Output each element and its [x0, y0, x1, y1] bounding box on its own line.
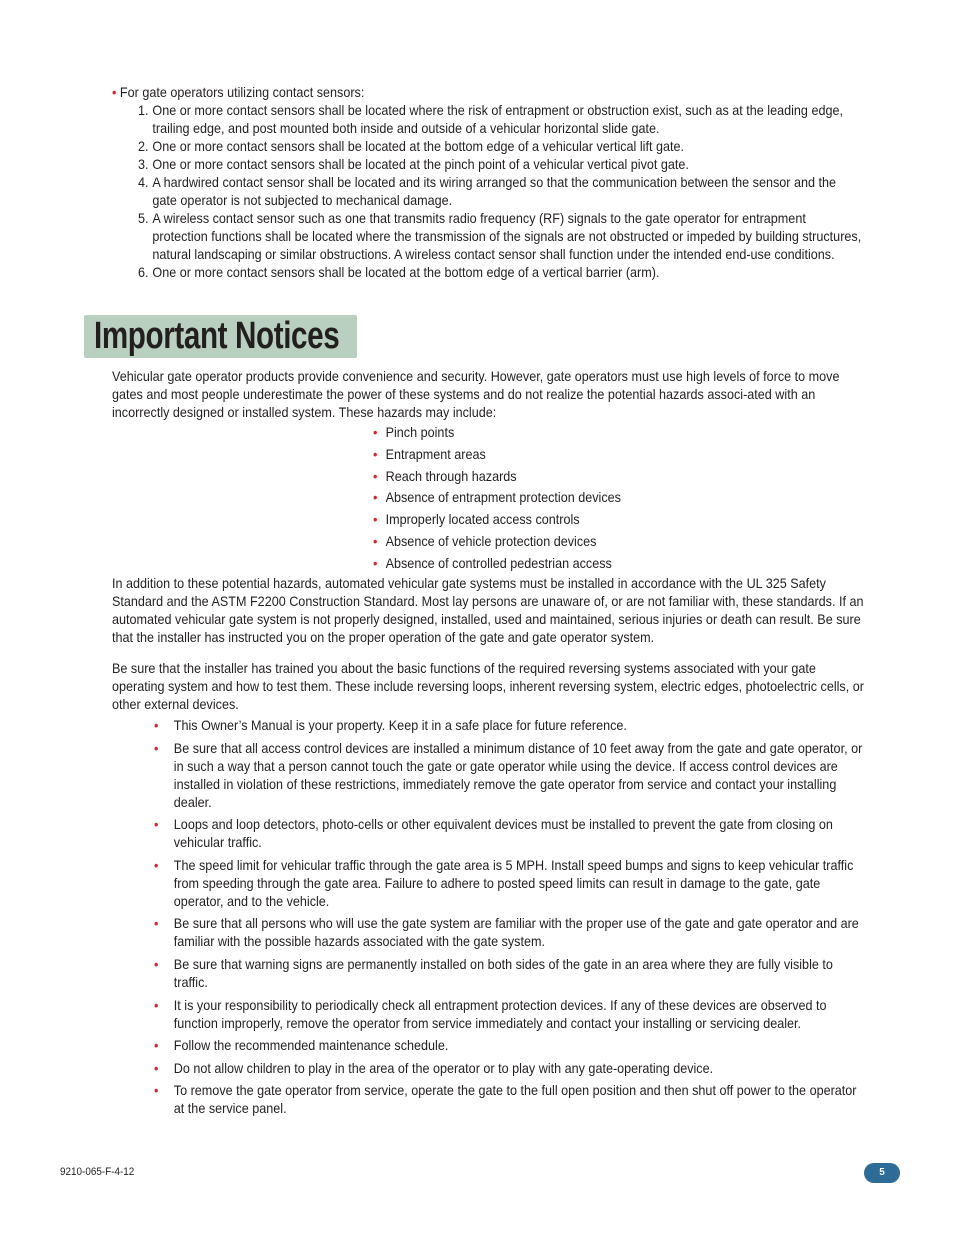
list-item-text: A hardwired contact sensor shall be located and its wiring arranged so that the communication between the sensor and the gate operator is not subjected to mechanical damage.	[152, 174, 837, 208]
list-item-text: Follow the recommended maintenance schedule.	[173, 1037, 449, 1054]
intro-bullet-dot: •	[112, 84, 117, 100]
list-item	[138, 173, 871, 209]
bullet-icon: •	[373, 467, 378, 484]
bullet-icon: •	[373, 554, 378, 571]
list-item-number: 3.	[138, 156, 149, 172]
list-item-text: One or more contact sensors shall be located at the bottom edge of a vehicular vertical lift gate.	[152, 138, 684, 154]
paragraph-training: Be sure that the installer has trained you about the basic functions of the required reversing systems associated with your gate operating system and how to test them. These include reversing loops, inherent reversing system, electric edges, photoelectric cells, or other external devices.	[112, 660, 864, 712]
page-number-badge: 5	[864, 1163, 900, 1183]
list-item	[154, 716, 870, 734]
bullet-icon: •	[154, 1059, 159, 1076]
list-item-text: Be sure that all access control devices are installed a minimum distance of 10 feet away from the gate and gate operator, or in such a way that a person cannot touch the gate or gate operator while using the device. If access control devices are installed in violation of these restrictions, immediately remove the gate operator from service and contact your installing dealer.	[173, 739, 863, 810]
list-item	[154, 1036, 870, 1054]
list-item	[154, 739, 870, 811]
list-item	[138, 209, 871, 263]
bullet-icon: •	[373, 532, 378, 549]
bullet-icon: •	[154, 717, 159, 733]
list-item	[138, 101, 871, 137]
paragraph-intro: Vehicular gate operator products provide convenience and security. However, gate operators must use high levels of force to move gates and most people underestimate the power of these systems and do not realize the potential hazards associ-ated with an incorrectly designed or installed system. These hazards may include:	[112, 368, 840, 420]
bullet-icon: •	[154, 739, 159, 756]
list-item-text: One or more contact sensors shall be located at the pinch point of a vehicular vertical pivot gate.	[152, 156, 689, 172]
list-item-number: 6.	[138, 264, 149, 280]
section-heading: Important Notices	[94, 315, 340, 357]
bullet-icon: •	[373, 511, 378, 528]
list-item	[373, 532, 823, 554]
list-item-text: Reach through hazards	[385, 467, 517, 484]
bullet-icon: •	[373, 445, 378, 462]
list-item-number: 5.	[138, 210, 149, 226]
list-item-text: The speed limit for vehicular traffic through the gate area is 5 MPH. Install speed bumps and signs to keep vehicular traffic from speeding through the gate area. Failure to adhere to posted speed limits can result in damage to the gate, gate operator, and to the vehicle.	[173, 856, 854, 909]
bullet-icon: •	[154, 856, 159, 873]
list-item	[138, 155, 871, 173]
paragraph-standards: In addition to these potential hazards, automated vehicular gate systems must be installed in accordance with the UL 325 Safety Standard and the ASTM F2200 Construction Standard. Most lay persons are unaware of, or are not familiar with, these standards. If an automated vehicular gate system is not properly designed, installed, used and maintained, serious injuries or death can result. Be sure that the installer has instructed you on the proper operation of the gate and gate operator system.	[112, 575, 864, 645]
hazard-list	[373, 423, 823, 576]
list-item-text: A wireless contact sensor such as one that transmits radio frequency (RF) signals to the gate operator for entrapment protection functions shall be located where the transmission of the signals are not obstructed or impeded by building structures, natural landscaping or similar obstructions. A wireless contact sensor shall function under the intended end-use conditions.	[152, 210, 862, 262]
bullet-icon: •	[154, 955, 159, 972]
intro-lead-text: For gate operators utilizing contact sensors:	[119, 84, 365, 100]
list-item	[154, 914, 870, 950]
list-item-text: One or more contact sensors shall be located at the bottom edge of a vertical barrier (arm).	[152, 264, 660, 280]
list-item	[154, 996, 870, 1032]
list-item	[154, 815, 870, 851]
list-item	[154, 856, 870, 910]
list-item-text: It is your responsibility to periodically check all entrapment protection devices. If any of these devices are observed to function improperly, remove the operator from service immediately and contact your installing or servicing dealer.	[173, 996, 827, 1031]
list-item-text: Entrapment areas	[385, 445, 486, 462]
list-item-text: To remove the gate operator from service, operate the gate to the full open position and then shut off power to the operator at the service panel.	[173, 1082, 857, 1117]
bullet-icon: •	[154, 816, 159, 833]
list-item-text: Absence of controlled pedestrian access	[385, 554, 612, 571]
document-code: 9210-065-F-4-12	[60, 1166, 135, 1178]
list-item-text: Absence of entrapment protection devices	[385, 489, 621, 506]
list-item	[154, 1059, 870, 1077]
list-item-number: 1.	[138, 102, 149, 118]
bullet-icon: •	[154, 1082, 159, 1099]
list-item-text: Do not allow children to play in the area of the operator or to play with any gate-operating device.	[173, 1059, 714, 1076]
list-item-number: 4.	[138, 174, 149, 190]
list-item	[373, 510, 823, 532]
list-item-text: Absence of vehicle protection devices	[385, 532, 597, 549]
list-item-number: 2.	[138, 138, 149, 154]
list-item-text: Loops and loop detectors, photo-cells or other equivalent devices must be installed to prevent the gate from closing on vehicular traffic.	[173, 816, 833, 851]
intro-bullet	[112, 83, 868, 101]
bullet-icon: •	[154, 1037, 159, 1054]
contact-sensor-list	[138, 101, 871, 281]
list-item-text: Be sure that all persons who will use the gate system are familiar with the proper use of the gate and gate operator and are familiar with the possible hazards associated with the gate system.	[173, 915, 859, 950]
list-item-text: Improperly located access controls	[385, 511, 580, 528]
list-item-text: Pinch points	[385, 424, 455, 440]
list-item	[373, 467, 823, 489]
bullet-icon: •	[373, 489, 378, 506]
list-item	[138, 263, 871, 281]
list-item-text: Be sure that warning signs are permanently installed on both sides of the gate in an area where they are fully visible to traffic.	[173, 955, 833, 990]
notice-list	[154, 716, 870, 1122]
list-item-text: This Owner’s Manual is your property. Keep it in a safe place for future reference.	[173, 717, 627, 733]
list-item	[373, 554, 823, 576]
list-item	[373, 445, 823, 467]
list-item-text: One or more contact sensors shall be located where the risk of entrapment or obstruction exist, such as at the leading edge, trailing edge, and post mounted both inside and outside of a vehicular horizontal slide gate.	[152, 102, 843, 136]
bullet-icon: •	[373, 424, 378, 440]
list-item	[373, 488, 823, 510]
list-item	[138, 137, 871, 155]
bullet-icon: •	[154, 996, 159, 1013]
list-item	[154, 1081, 870, 1117]
bullet-icon: •	[154, 915, 159, 932]
list-item	[373, 423, 823, 445]
list-item	[154, 955, 870, 991]
